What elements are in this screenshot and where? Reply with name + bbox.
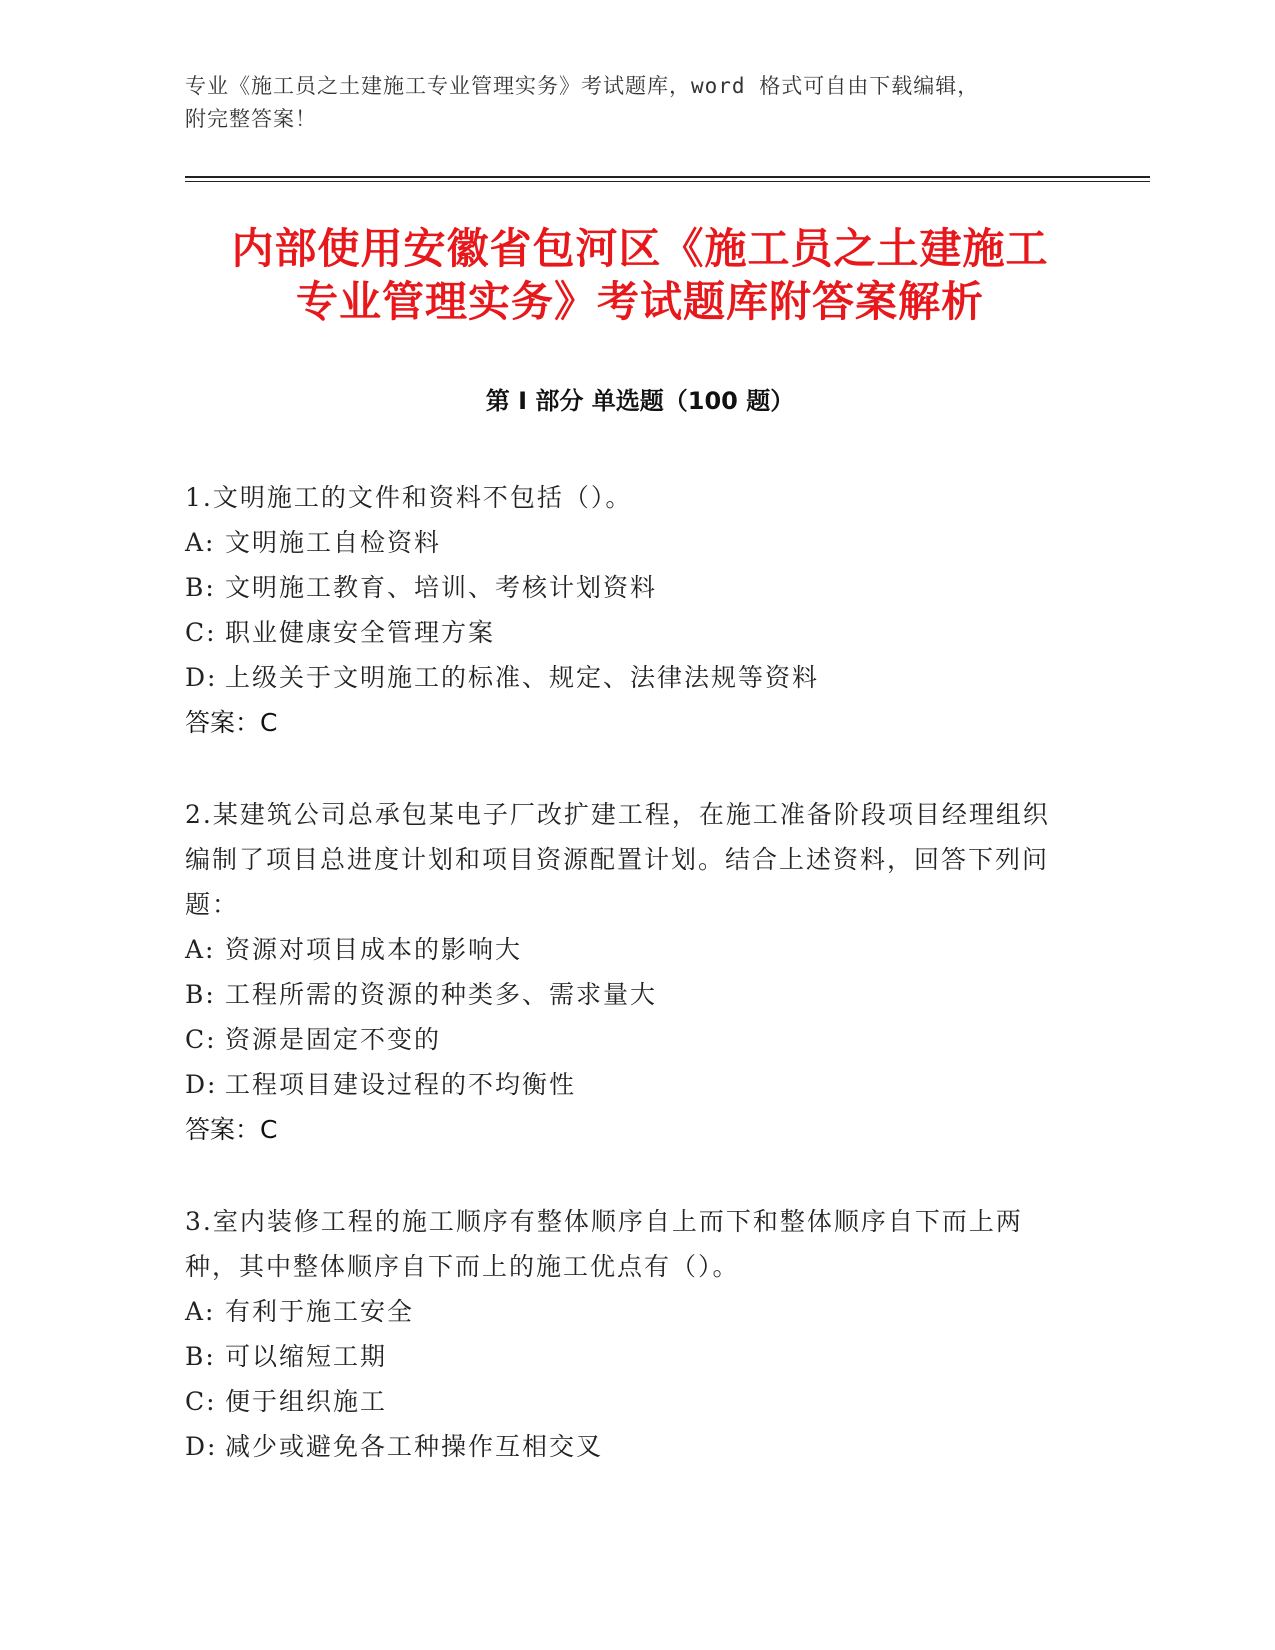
answer-line: 答案：C [185, 708, 278, 737]
question-3 [185, 1199, 1065, 1469]
header-divider-thick [185, 176, 1150, 178]
question-stem: 1.文明施工的文件和资料不包括（）。 [185, 483, 633, 512]
option-text: 减少或避免各工种操作互相交叉 [225, 1432, 604, 1461]
header-note [185, 70, 1085, 136]
option-letter: A: [185, 1297, 216, 1326]
option-c [185, 1379, 1065, 1424]
question-stem: 2.某建筑公司总承包某电子厂改扩建工程，在施工准备阶段项目经理组织编制了项目总进度计划和项目资源配置计划。结合上述资料，回答下列问题： [185, 800, 1050, 919]
option-text: 文明施工教育、培训、考核计划资料 [225, 573, 658, 602]
answer-line: 答案：C [185, 1115, 278, 1144]
header-note-line-1: 专业《施工员之土建施工专业管理实务》考试题库，word 格式可自由下载编辑， [185, 74, 980, 98]
header-note-line-2: 附完整答案！ [185, 107, 317, 131]
option-a [185, 520, 1065, 565]
option-d [185, 1424, 1065, 1469]
option-d [185, 655, 1065, 700]
document-title-line-1: 内部使用安徽省包河区《施工员之土建施工 [231, 224, 1049, 273]
question-2 [185, 792, 1065, 1152]
option-letter: A: [185, 935, 216, 964]
option-b [185, 565, 1065, 610]
option-letter: B: [185, 573, 216, 602]
option-b [185, 1334, 1065, 1379]
option-b [185, 972, 1065, 1017]
option-letter: C: [185, 1025, 217, 1054]
option-text: 工程项目建设过程的不均衡性 [225, 1070, 577, 1099]
option-letter: C: [185, 618, 217, 647]
header-divider-thin [185, 181, 1150, 182]
option-letter: B: [185, 980, 216, 1009]
option-letter: C: [185, 1387, 217, 1416]
option-text: 资源对项目成本的影响大 [225, 935, 523, 964]
question-list [185, 475, 1065, 1516]
option-text: 上级关于文明施工的标准、规定、法律法规等资料 [225, 663, 820, 692]
option-c [185, 610, 1065, 655]
document-title [185, 222, 1095, 328]
option-text: 文明施工自检资料 [225, 528, 442, 557]
section-heading: 第 I 部分 单选题（100 题） [485, 387, 795, 415]
option-text: 资源是固定不变的 [225, 1025, 442, 1054]
option-text: 职业健康安全管理方案 [225, 618, 496, 647]
question-stem: 3.室内装修工程的施工顺序有整体顺序自上而下和整体顺序自下而上两种，其中整体顺序自下而上的施工优点有（）。 [185, 1207, 1023, 1281]
option-text: 可以缩短工期 [225, 1342, 388, 1371]
option-text: 便于组织施工 [225, 1387, 388, 1416]
option-letter: B: [185, 1342, 216, 1371]
option-letter: A: [185, 528, 216, 557]
option-letter: D: [185, 663, 218, 692]
question-1 [185, 475, 1065, 745]
option-d [185, 1062, 1065, 1107]
option-letter: D: [185, 1432, 218, 1461]
option-c [185, 1017, 1065, 1062]
option-text: 有利于施工安全 [225, 1297, 415, 1326]
option-text: 工程所需的资源的种类多、需求量大 [225, 980, 658, 1009]
document-title-line-2: 专业管理实务》考试题库附答案解析 [295, 277, 984, 326]
option-letter: D: [185, 1070, 218, 1099]
option-a [185, 927, 1065, 972]
option-a [185, 1289, 1065, 1334]
